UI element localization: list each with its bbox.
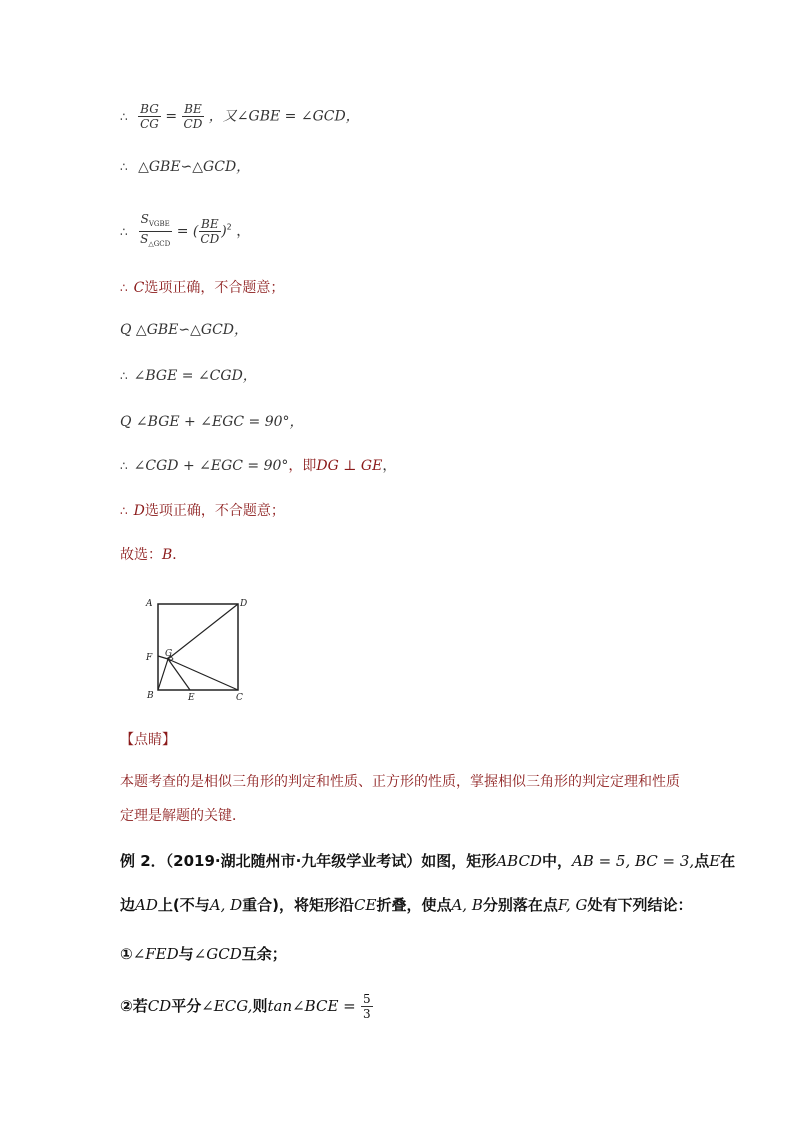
solution-line-2: ∴ △GBE∽△GCD， bbox=[120, 159, 251, 175]
answer-line: 故选：B． bbox=[120, 547, 187, 563]
solution-line-1: ∴ $\frac{BG}{CG}$ = $\frac{BE}{CD}$ ，又∠GBE = ∠GCD， bbox=[120, 102, 360, 131]
label-g: G bbox=[165, 649, 173, 659]
solution-line-4: ∴ C选项正确，不合题意； bbox=[120, 280, 285, 296]
therefore-symbol: ∴ bbox=[120, 109, 128, 124]
square-abcd bbox=[158, 604, 238, 690]
label-e: E bbox=[188, 693, 195, 702]
conclusion-1: ①∠FED与∠GCD互余； bbox=[120, 945, 287, 963]
solution-line-8: ∴ ∠CGD + ∠EGC = 90°，即DG ⊥ GE， bbox=[120, 458, 397, 474]
therefore-symbol: ∴ bbox=[120, 224, 128, 239]
dianjing-title: 【点睛】 bbox=[120, 732, 176, 748]
label-f: F bbox=[146, 653, 153, 663]
area-ratio-fraction: $\frac{S_{VGBE}}{S_{\triangle GCD}}$ bbox=[140, 212, 171, 248]
label-c: C bbox=[236, 693, 243, 702]
example-line-1: 例 2．（2019·湖北随州市·九年级学业考试）如图，矩形ABCD中，AB = 5, BC = 3,点E在 bbox=[120, 852, 736, 870]
fraction-be-cd-squared: $\frac{BE}{CD}$ bbox=[200, 217, 220, 246]
solution-line-5: Q △GBE∽△GCD， bbox=[120, 322, 249, 338]
fraction-be-cd: $\frac{BE}{CD}$ bbox=[183, 102, 203, 131]
dianjing-paragraph-2: 定理是解题的关键． bbox=[120, 808, 246, 824]
segment-gb bbox=[158, 659, 168, 690]
fraction-bg-cg: $\frac{BG}{CG}$ bbox=[140, 102, 159, 131]
segment-gd bbox=[168, 604, 238, 659]
label-d: D bbox=[240, 599, 248, 609]
conclusion-2: ②若CD平分∠ECG,则tan∠BCE = $\frac{5}{3}$ bbox=[120, 992, 371, 1021]
solution-line-3: ∴ $\frac{S_{VGBE}}{S_{\triangle GCD}}$ = ( $\frac{BE}{CD}$ )$^2$ ， bbox=[120, 212, 250, 251]
example-line-2: 边AD上(不与A, D重合)，将矩形沿CE折叠，使点A, B分别落在点F, G处有下列结论： bbox=[120, 896, 693, 914]
dianjing-paragraph-1: 本题考查的是相似三角形的判定和性质、正方形的性质，掌握相似三角形的判定定理和性质 bbox=[120, 774, 680, 790]
angle-equality: ，又∠GBE = ∠GCD， bbox=[208, 108, 360, 125]
geometry-figure bbox=[138, 592, 253, 702]
solution-line-6: ∴ ∠BGE = ∠CGD， bbox=[120, 368, 257, 384]
label-a: A bbox=[146, 599, 153, 609]
therefore-symbol: ∴ bbox=[120, 160, 128, 174]
label-b: B bbox=[147, 691, 154, 701]
solution-line-7: Q ∠BGE + ∠EGC = 90°， bbox=[120, 414, 304, 430]
fraction-5-3: $\frac{5}{3}$ bbox=[362, 992, 371, 1021]
solution-line-9: ∴ D选项正确，不合题意； bbox=[120, 503, 285, 519]
